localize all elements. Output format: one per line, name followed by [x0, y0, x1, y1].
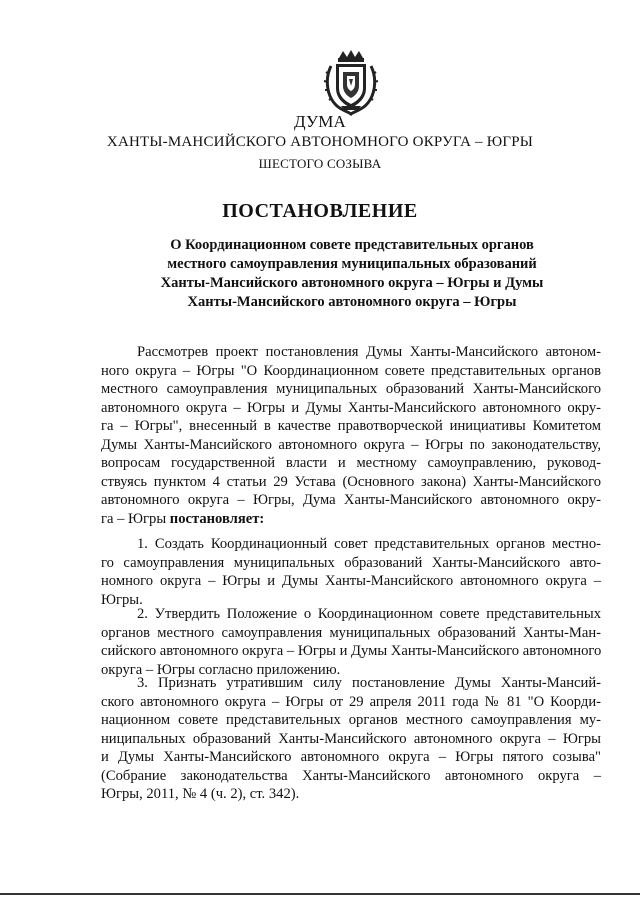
text-line: го самоуправления муниципальных образований Ханты-Мансийского авто-	[101, 554, 601, 571]
text-line	[101, 510, 601, 529]
text-line: Рассмотрев проект постановления Думы Ханты-Мансийского автоном-	[137, 344, 601, 360]
text-line: Думы Ханты-Мансийского автономного округа – Югры по законодательству,	[101, 436, 601, 453]
convocation: ШЕСТОГО СОЗЫВА	[258, 156, 382, 171]
title-line: Ханты-Мансийского автономного округа – Югры и Думы	[160, 275, 544, 291]
text-line: и Думы Ханты-Мансийского автономного округа – Югры пятого созыва"	[101, 749, 601, 765]
text-line: 1. Создать Координационный совет представительных органов местно-	[137, 536, 601, 552]
preamble-paragraph	[101, 343, 601, 528]
title-line: Ханты-Мансийского автономного округа – Югры	[187, 294, 517, 310]
text-line: (Собрание законодательства Ханты-Мансийского автономного округа –	[101, 767, 601, 784]
text-line: 2. Утвердить Положение о Координационном совете представительных	[137, 606, 601, 622]
organization-name: ДУМА	[293, 112, 347, 131]
page-bottom-edge	[0, 893, 640, 895]
text-line: ского автономного округа – Югры от 29 апреля 2011 года № 81 "О Коорди-	[101, 693, 601, 710]
text-line: ниципальных образований Ханты-Мансийского автономного округа – Югры	[101, 730, 601, 747]
document-title	[120, 236, 584, 312]
text-line: ствуясь пунктом 4 статьи 29 Устава (Основного закона) Ханты-Мансийского	[101, 473, 601, 490]
text-line: национном совете представительных органов местного самоуправления му-	[101, 712, 601, 728]
text-line: местного самоуправления муниципальных образований Ханты-Мансийского	[101, 381, 601, 397]
text-line: Югры, 2011, № 4 (ч. 2), ст. 342).	[101, 786, 300, 802]
text-line: автономного округа – Югры, Дума Ханты-Мансийского автономного окру-	[101, 492, 601, 508]
text-line: автономного округа – Югры и Думы Ханты-Мансийского автономного окру-	[101, 399, 601, 416]
text-line: ного округа – Югры "О Координационном совете представительных органов	[101, 362, 601, 379]
text-line: вопросам государственной власти и местному самоуправлению, руковод-	[101, 455, 601, 471]
text-line: га – Югры", внесенный в качестве правотворческой инициативы Комитетом	[101, 418, 601, 434]
clause-1	[101, 535, 601, 609]
region-name: ХАНТЫ-МАНСИЙСКОГО АВТОНОМНОГО ОКРУГА – ЮГРЫ	[106, 134, 534, 150]
text-line: 3. Признать утратившим силу постановление Думы Ханты-Мансий-	[137, 675, 601, 691]
title-line: местного самоуправления муниципальных образований	[167, 256, 537, 272]
document-type: ПОСТАНОВЛЕНИЕ	[222, 200, 418, 222]
clause-2	[101, 605, 601, 679]
text-line: округа – Югры согласно приложению.	[101, 661, 341, 678]
resolves-keyword: постановляет:	[169, 510, 265, 527]
coat-of-arms-icon	[323, 48, 379, 116]
title-line: О Координационном совете представительных органов	[170, 237, 534, 253]
clause-3	[101, 674, 601, 804]
text-line: Югры.	[101, 591, 143, 608]
text-line: номного округа – Югры и Думы Ханты-Мансийского автономного округа –	[101, 573, 601, 589]
text-line: органов местного самоуправления муниципальных образований Ханты-Ман-	[101, 624, 601, 641]
text-fragment: га – Югры	[101, 510, 170, 527]
text-line: сийского автономного округа – Югры и Думы Ханты-Мансийского автономного	[101, 643, 602, 659]
